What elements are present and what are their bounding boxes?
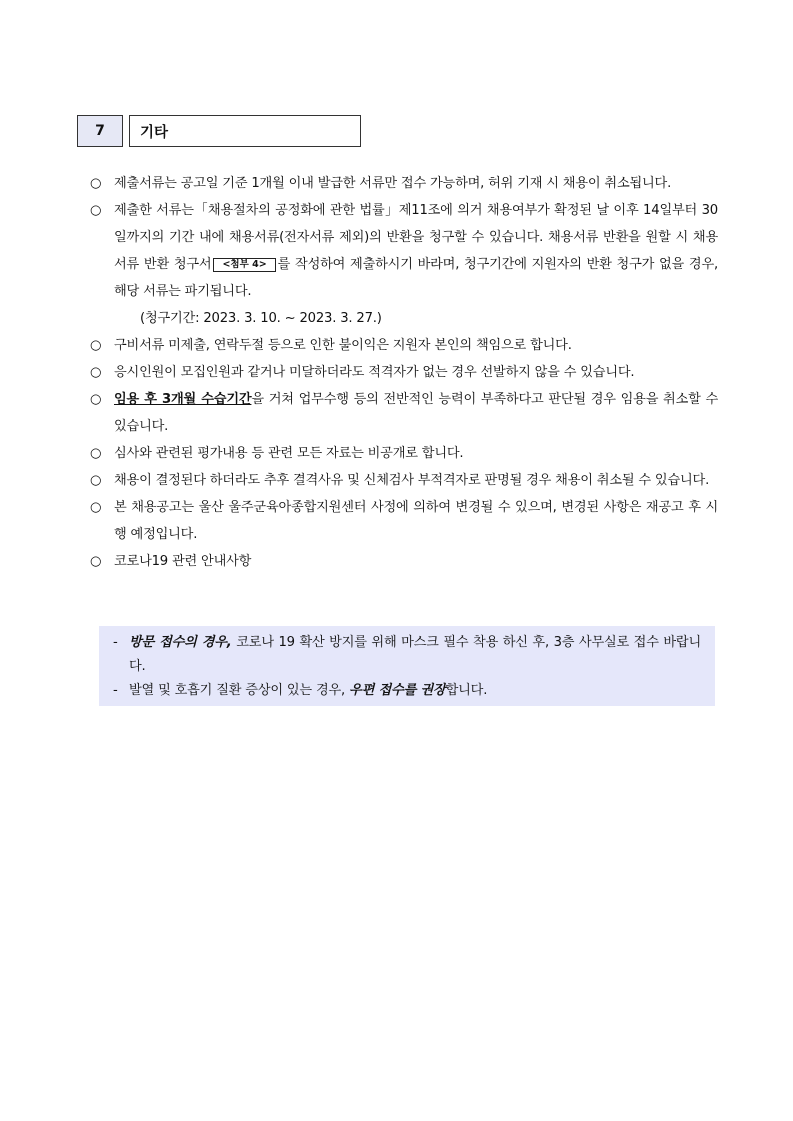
dash-bullet: - <box>113 683 118 698</box>
mail-text-a: 발열 및 호흡기 질환 증상이 있는 경우, <box>129 683 350 698</box>
circle-bullet-icon: ○ <box>90 176 102 191</box>
covid-notice-box <box>99 626 715 706</box>
circle-bullet-icon: ○ <box>90 338 102 353</box>
notice-line-mail <box>113 679 701 703</box>
list-item-text <box>114 197 718 305</box>
probation-emphasis: 임용 후 3개월 수습기간 <box>114 392 252 407</box>
list-item-disqualification <box>90 467 718 494</box>
list-item-missing-documents <box>90 332 718 359</box>
circle-bullet-icon: ○ <box>90 365 102 380</box>
circle-bullet-icon: ○ <box>90 473 102 488</box>
list-item-confidential <box>90 440 718 467</box>
section-number: 7 <box>77 115 123 147</box>
list-item-documents <box>90 170 718 197</box>
circle-bullet-icon: ○ <box>90 500 102 515</box>
notice-line-visit <box>113 631 701 679</box>
list-item-text: 응시인원이 모집인원과 같거나 미달하더라도 적격자가 없는 경우 선발하지 않을 수 있습니다. <box>114 365 635 380</box>
section-title: 기타 <box>129 115 361 147</box>
list-item-text <box>114 386 718 440</box>
list-item-text: 본 채용공고는 울산 울주군육아종합지원센터 사정에 의하여 변경될 수 있으며, 변경된 사항은 재공고 후 시행 예정입니다. <box>114 500 718 542</box>
circle-bullet-icon: ○ <box>90 203 102 218</box>
list-item-text: 구비서류 미제출, 연락두절 등으로 인한 불이익은 지원자 본인의 책임으로 합니다. <box>114 338 572 353</box>
list-item-document-return <box>90 197 718 332</box>
visit-emphasis: 방문 접수의 경우, <box>129 635 232 650</box>
attachment-4-label: <첨부 4> <box>213 258 275 272</box>
mail-emphasis: 우편 접수를 권장 <box>349 683 446 698</box>
visit-text: 코로나 19 확산 방지를 위해 마스크 필수 착용 하신 후, 3층 사무실로 접수 바랍니다. <box>129 635 701 674</box>
return-text-b: 를 작성하여 제출하시기 바라며, 청구기간에 지원자의 반환 청구가 없을 경우, 해당 서류는 파기됩니다. <box>114 257 718 299</box>
circle-bullet-icon: ○ <box>90 446 102 461</box>
list-item-probation <box>90 386 718 440</box>
list-item-text: 채용이 결정된다 하더라도 추후 결격사유 및 신체검사 부적격자로 판명될 경우 채용이 취소될 수 있습니다. <box>114 473 710 488</box>
mail-text-b: 합니다. <box>445 683 488 698</box>
return-text-a: 제출한 서류는「채용절차의 공정화에 관한 법률」제11조에 의거 채용여부가 확정된 날 이후 14일부터 30일까지의 기간 내에 채용서류(전자서류 제외)의 반환을 청구할 수 있습니다. 채용서류 반환을 원할 시 채용서류 반환 청구서 <box>114 203 718 272</box>
list-item-text: 제출서류는 공고일 기준 1개월 이내 발급한 서류만 접수 가능하며, 허위 기재 시 채용이 취소됩니다. <box>114 176 672 191</box>
circle-bullet-icon: ○ <box>90 554 102 569</box>
claim-period: (청구기간: 2023. 3. 10. ~ 2023. 3. 27.) <box>140 311 382 326</box>
probation-text: 을 거쳐 업무수행 등의 전반적인 능력이 부족하다고 판단될 경우 임용을 취소할 수 있습니다. <box>114 392 718 434</box>
list-item-no-qualified <box>90 359 718 386</box>
dash-bullet: - <box>113 635 118 650</box>
list-item-text: 심사와 관련된 평가내용 등 관련 모든 자료는 비공개로 합니다. <box>114 446 464 461</box>
list-item-announcement-change <box>90 494 718 548</box>
list-item-covid <box>90 548 718 575</box>
list-item-text: 코로나19 관련 안내사항 <box>114 554 252 569</box>
circle-bullet-icon: ○ <box>90 392 102 407</box>
notice-list <box>90 170 718 575</box>
